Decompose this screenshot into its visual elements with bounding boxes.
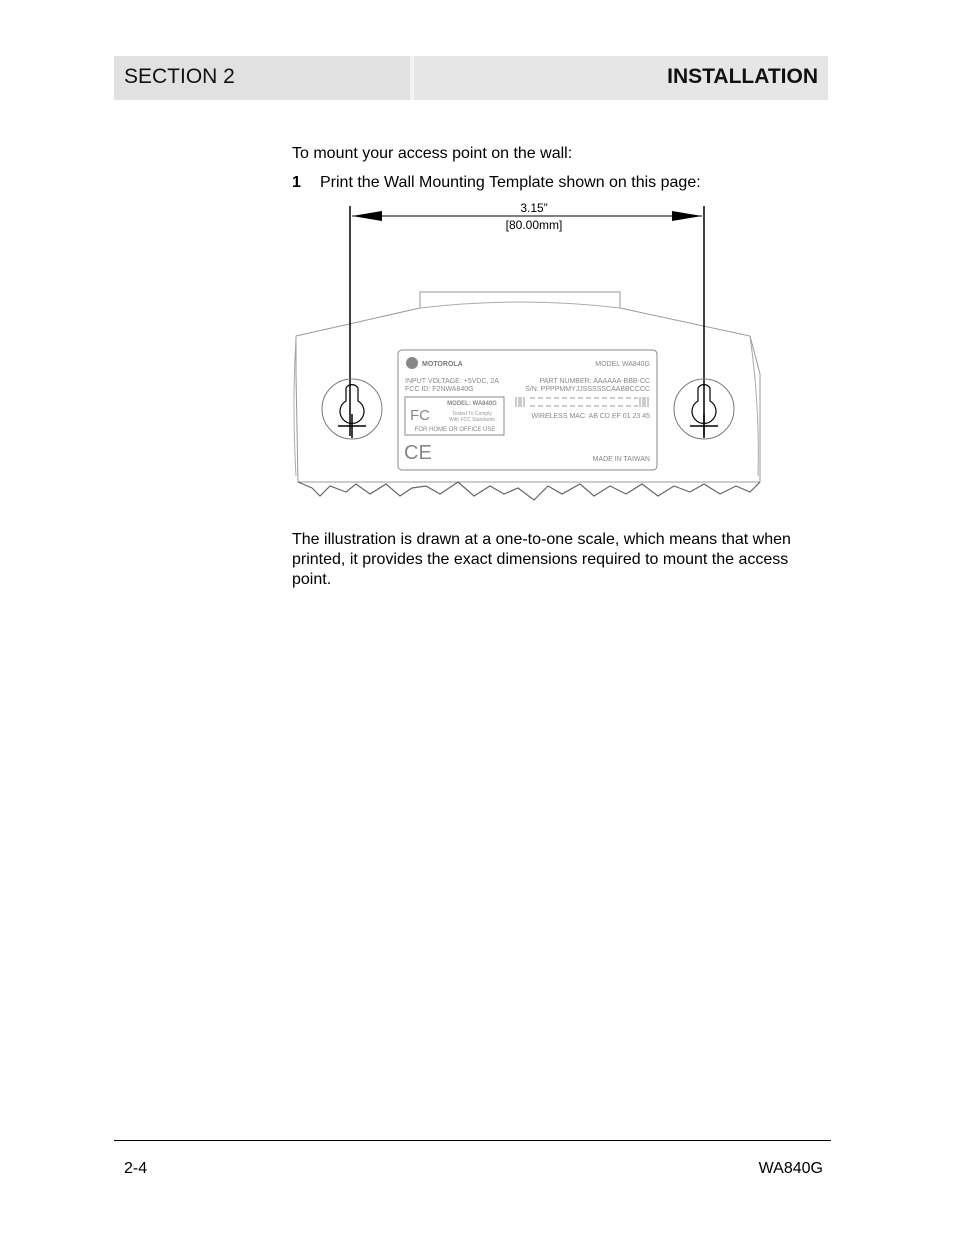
device-top-ridge	[420, 302, 620, 308]
fcc-box-tested-2: With FCC Standards	[449, 417, 495, 423]
label-wireless-mac: WIRELESS MAC: AB CD EF 01 23 45	[531, 413, 650, 420]
section-title: INSTALLATION	[667, 65, 818, 88]
label-serial: S/N: PPPPMMYJJSSSSSCAABBCCCC	[525, 386, 650, 393]
label-input-voltage: INPUT VOLTAGE: +5VDC, 2A	[405, 378, 499, 385]
ce-mark-icon: CE	[404, 442, 432, 464]
label-brand: MOTOROLA	[422, 361, 463, 368]
footer-rule	[114, 1140, 831, 1141]
dimension-mm: [80.00mm]	[505, 218, 563, 232]
label-part-number: PART NUMBER: AAAAAA-BBB-CC	[539, 378, 650, 385]
arrow-right	[672, 211, 702, 221]
footer-model: WA840G	[758, 1160, 823, 1177]
arrow-left	[352, 211, 382, 221]
dimension-inches: 3.15”	[520, 201, 548, 215]
fcc-box-model: MODEL: WA840G	[447, 401, 497, 407]
label-model: MODEL WA840G	[595, 361, 650, 368]
section-label: SECTION 2	[124, 65, 235, 88]
torn-edge	[298, 482, 760, 500]
fcc-box-tested-1: Tested To Comply	[452, 411, 492, 417]
page-number: 2-4	[124, 1160, 148, 1177]
motorola-logo-icon	[406, 357, 418, 369]
step-number: 1	[292, 174, 301, 191]
fcc-logo-icon: FC	[410, 407, 430, 424]
device-right-edge	[750, 336, 758, 476]
wall-mounting-template	[290, 196, 770, 516]
intro-text: To mount your access point on the wall:	[292, 145, 573, 162]
scale-explanation: The illustration is drawn at a one-to-one scale, which means that when printed, it provides the exact dimensions required to mount the access point.	[292, 531, 791, 588]
label-fcc-id: FCC ID: F2NWA840G	[405, 386, 474, 393]
label-made-in: MADE IN TAIWAN	[592, 456, 650, 463]
fcc-box-use: FOR HOME OR OFFICE USE	[414, 427, 496, 433]
step-1	[292, 173, 701, 193]
product-label	[398, 350, 657, 470]
barcode-icon	[516, 397, 648, 407]
header-separator	[410, 56, 414, 100]
step-text: Print the Wall Mounting Template shown on this page:	[320, 174, 701, 191]
